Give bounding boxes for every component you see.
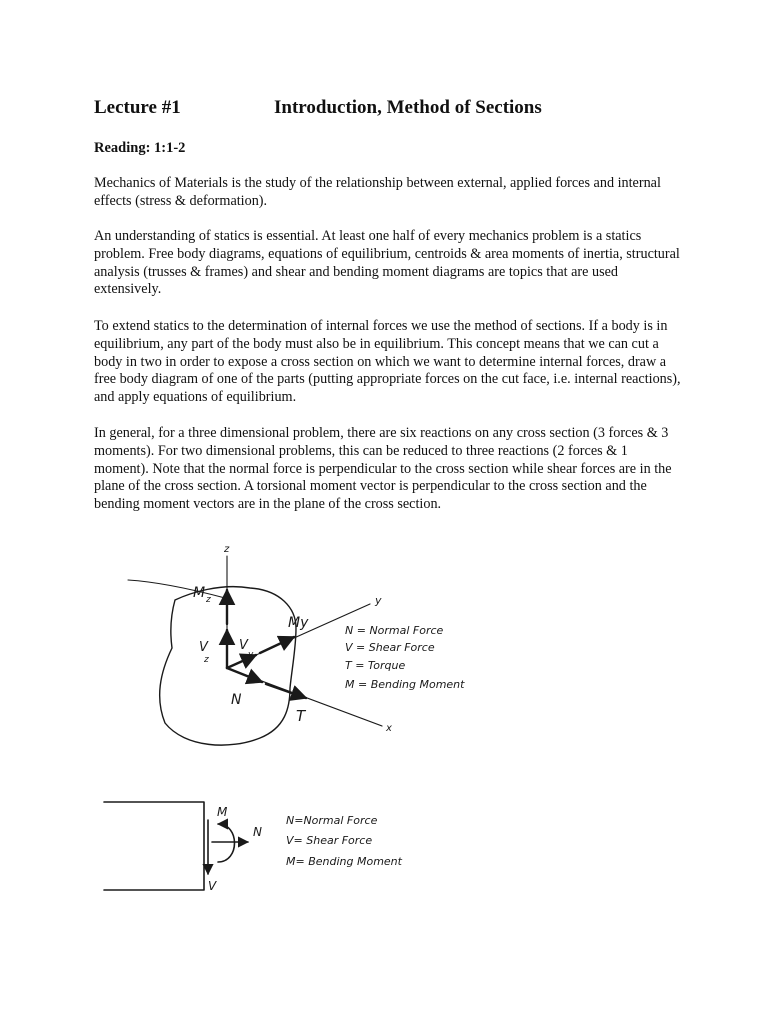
paragraph-method-of-sections: To extend statics to the determination of internal forces we use the method of sections. If a body is in equilibrium, any part of the body must also be in equilibrium. This concept means that we can cut a body in two in order to expose a cross section on which we want to determine internal forces, draw a free body diagram of one of the parts (putting appropriate forces on the cut face, i.e. internal reactions), and apply equations of equilibrium. xyxy=(94,318,681,406)
vy-label: V xyxy=(239,638,248,653)
legend2-shear-force: V= Shear Force xyxy=(286,834,373,847)
figure-2d-cross-section xyxy=(100,790,430,905)
n-label-2d: N xyxy=(253,825,262,839)
legend-bending-moment: M = Bending Moment xyxy=(345,678,465,691)
z-axis-label: z xyxy=(224,544,230,555)
lecture-number: Lecture #1 xyxy=(94,97,181,118)
legend-torque: T = Torque xyxy=(345,659,406,672)
my-label: My xyxy=(288,615,309,631)
legend-shear-force: V = Shear Force xyxy=(345,641,435,654)
vy-subscript: y xyxy=(248,650,254,660)
paragraph-statics: An understanding of statics is essential. At least one half of every mechanics problem is a statics problem. Free body diagrams, equations of equilibrium, centroids & area moments of inertia, structural analysis (trusses & frames) and shear and bending moment diagrams are topics that are used extensively. xyxy=(94,228,680,298)
n-label: N xyxy=(231,692,242,708)
mz-subscript: z xyxy=(206,595,211,605)
t-label: T xyxy=(296,707,306,725)
v-label: V xyxy=(208,879,217,893)
y-axis-label: y xyxy=(375,594,382,607)
reading-assignment: Reading: 1:1-2 xyxy=(94,140,186,156)
n-arrow xyxy=(227,668,262,682)
x-axis-label: x xyxy=(386,723,392,734)
lecture-title: Introduction, Method of Sections xyxy=(274,97,542,118)
legend2-bending-moment: M= Bending Moment xyxy=(286,855,402,868)
mz-label: M xyxy=(193,585,206,601)
vz-label: V xyxy=(199,640,208,655)
vz-subscript: z xyxy=(204,655,209,665)
title-row xyxy=(94,97,694,123)
paragraph-reactions: In general, for a three dimensional problem, there are six reactions on any cross section (3 forces & 3 moments). For two dimensional problems, this can be reduced to three reactions (2 forces & 1 moment). Note that the normal force is perpendicular to the cross section while shear forces are in the plane of the cross section. A torsional moment vector is perpendicular to the cross section and the bending moment vectors are in the plane of the cross section. xyxy=(94,425,672,513)
m-label: M xyxy=(217,805,228,819)
beam-segment xyxy=(104,802,204,890)
figure-3d-cross-section xyxy=(100,538,490,758)
m-arc xyxy=(218,824,235,862)
legend2-normal-force: N=Normal Force xyxy=(286,814,378,827)
my-arrow xyxy=(260,637,294,653)
paragraph-definition: Mechanics of Materials is the study of the relationship between external, applied forces and internal effects (stress & deformation). xyxy=(94,175,661,209)
legend-normal-force: N = Normal Force xyxy=(345,624,444,637)
t-arrow xyxy=(266,684,306,698)
